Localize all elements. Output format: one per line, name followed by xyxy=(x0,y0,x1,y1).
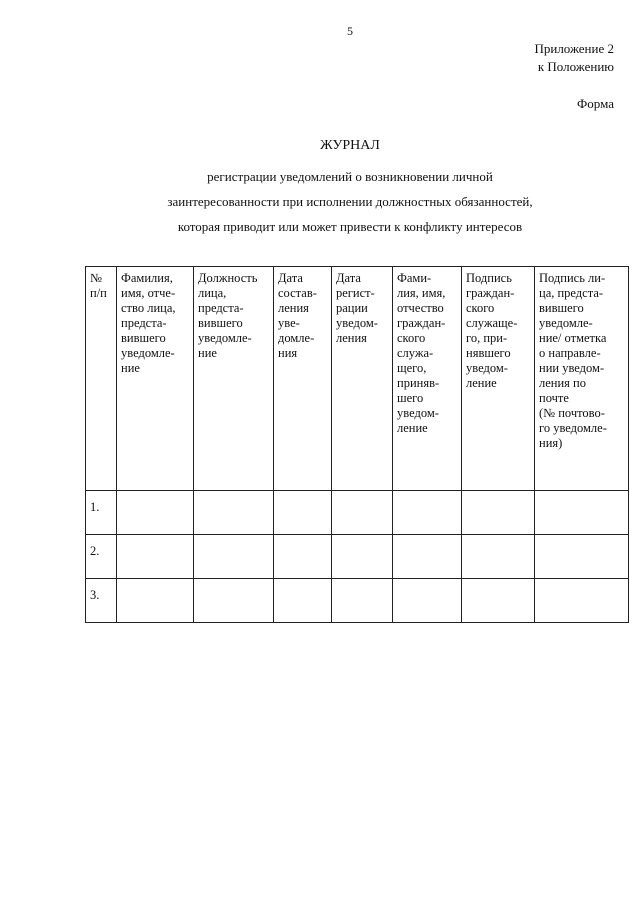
column-header-receiver-name: Фами- лия, имя, отчество граждан- ского служа- щего, приняв- шего уведом- ление xyxy=(393,267,462,491)
appendix-line-1: Приложение 2 xyxy=(534,41,614,56)
table-cell xyxy=(535,579,629,623)
table-cell xyxy=(194,491,274,535)
journal-table xyxy=(85,266,629,623)
row-number-cell: 2. xyxy=(86,535,117,579)
table-row xyxy=(86,491,629,535)
column-header-full-name: Фамилия, имя, отче- ство лица, предста- вившего уведомле- ние xyxy=(117,267,194,491)
appendix-line-2: к Положению xyxy=(537,59,614,74)
column-header-position: Должность лица, предста- вившего уведомле- ние xyxy=(194,267,274,491)
table-row xyxy=(86,535,629,579)
table-cell xyxy=(535,491,629,535)
row-number-cell: 3. xyxy=(86,579,117,623)
document-title: ЖУРНАЛ xyxy=(320,138,380,153)
column-header-submitter-signature: Подпись ли- ца, предста- вившего уведомле- ние/ отметка о направле- нии уведом- ления по почте (№ почтово- го уведомле- ния) xyxy=(535,267,629,491)
table-cell xyxy=(535,535,629,579)
table-cell xyxy=(194,579,274,623)
table-cell xyxy=(332,579,393,623)
table-cell xyxy=(117,535,194,579)
subtitle-line-1: регистрации уведомлений о возникновении личной xyxy=(207,169,493,184)
row-number-cell: 1. xyxy=(86,491,117,535)
table-cell xyxy=(462,491,535,535)
subtitle-line-2: заинтересованности при исполнении должностных обязанностей, xyxy=(167,194,533,209)
table-cell xyxy=(393,579,462,623)
page-number: 5 xyxy=(347,24,353,38)
table-cell xyxy=(393,491,462,535)
appendix-reference xyxy=(534,40,614,76)
column-header-date-composed: Дата состав- ления уве- домле- ния xyxy=(274,267,332,491)
table-cell xyxy=(332,535,393,579)
table-cell xyxy=(462,535,535,579)
table-cell xyxy=(117,579,194,623)
table-cell xyxy=(462,579,535,623)
table-cell xyxy=(393,535,462,579)
subtitle-line-3: которая приводит или может привести к конфликту интересов xyxy=(177,219,523,234)
table-cell xyxy=(274,579,332,623)
table-cell xyxy=(117,491,194,535)
table-cell xyxy=(274,535,332,579)
document-subtitle xyxy=(0,164,640,239)
table-cell xyxy=(332,491,393,535)
table-cell xyxy=(194,535,274,579)
table-header-row xyxy=(86,267,629,491)
column-header-receiver-signature: Подпись граждан- ского служаще- го, при- нявшего уведом- ление xyxy=(462,267,535,491)
table-cell xyxy=(274,491,332,535)
column-header-number: № п/п xyxy=(86,267,117,491)
form-label: Форма xyxy=(577,96,614,111)
column-header-date-registered: Дата регист- рации уведом- ления xyxy=(332,267,393,491)
table-row xyxy=(86,579,629,623)
